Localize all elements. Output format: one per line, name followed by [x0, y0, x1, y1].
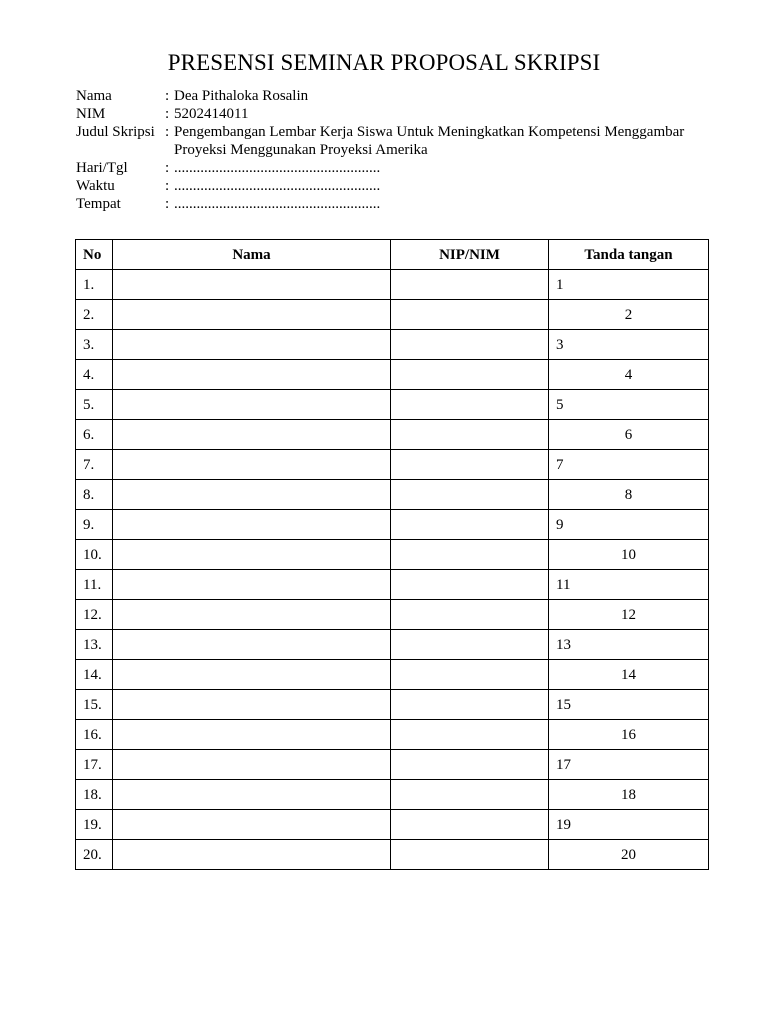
table-row — [76, 390, 709, 420]
row-nama-field[interactable] — [113, 270, 391, 300]
row-nama-field[interactable] — [113, 510, 391, 540]
row-nip-nim-field[interactable] — [391, 570, 549, 600]
info-row-nama — [76, 87, 716, 105]
row-signature-field[interactable] — [549, 420, 709, 450]
row-signature-field[interactable] — [549, 720, 709, 750]
row-nip-nim-field[interactable] — [391, 630, 549, 660]
row-number: 7. — [76, 450, 113, 480]
row-number: 19. — [76, 810, 113, 840]
row-signature-field[interactable] — [549, 690, 709, 720]
row-signature-field[interactable] — [549, 630, 709, 660]
table-row — [76, 510, 709, 540]
table-row — [76, 600, 709, 630]
row-number: 12. — [76, 600, 113, 630]
row-nip-nim-field[interactable] — [391, 690, 549, 720]
row-signature-field[interactable] — [549, 780, 709, 810]
info-value-nama: Dea Pithaloka Rosalin — [174, 88, 309, 104]
row-number: 13. — [76, 630, 113, 660]
row-number: 14. — [76, 660, 113, 690]
row-nip-nim-field[interactable] — [391, 780, 549, 810]
table-row — [76, 660, 709, 690]
row-number: 11. — [76, 570, 113, 600]
row-nama-field[interactable] — [113, 630, 391, 660]
header-nip-nim: NIP/NIM — [391, 240, 549, 270]
row-nip-nim-field[interactable] — [391, 660, 549, 690]
signature-number: 12 — [621, 606, 636, 623]
row-nip-nim-field[interactable] — [391, 270, 549, 300]
info-colon: : — [165, 178, 170, 194]
info-label: Judul Skripsi — [76, 124, 155, 140]
row-signature-field[interactable] — [549, 750, 709, 780]
row-signature-field[interactable] — [549, 510, 709, 540]
document-title: PRESENSI SEMINAR PROPOSAL SKRIPSI — [167, 50, 601, 75]
row-number: 1. — [76, 270, 113, 300]
signature-number: 3 — [556, 336, 564, 353]
info-value-nim: 5202414011 — [174, 106, 249, 122]
info-label: Waktu — [76, 178, 115, 194]
signature-number: 4 — [624, 366, 633, 383]
info-row-judul — [76, 123, 716, 159]
table-row — [76, 570, 709, 600]
row-signature-field[interactable] — [549, 390, 709, 420]
row-signature-field[interactable] — [549, 600, 709, 630]
row-nama-field[interactable] — [113, 690, 391, 720]
signature-number: 7 — [556, 456, 564, 473]
table-row — [76, 330, 709, 360]
row-number: 17. — [76, 750, 113, 780]
row-number: 18. — [76, 780, 113, 810]
row-number: 6. — [76, 420, 113, 450]
row-nama-field[interactable] — [113, 720, 391, 750]
signature-number: 18 — [621, 786, 636, 803]
info-value-hari: ....................................................... — [174, 160, 381, 176]
row-nip-nim-field[interactable] — [391, 810, 549, 840]
table-row — [76, 450, 709, 480]
row-nama-field[interactable] — [113, 330, 391, 360]
judul-line-1: Pengembangan Lembar Kerja Siswa Untuk Meningkatkan Kompetensi Menggambar — [174, 124, 685, 140]
row-nip-nim-field[interactable] — [391, 750, 549, 780]
row-nip-nim-field[interactable] — [391, 450, 549, 480]
row-signature-field[interactable] — [549, 540, 709, 570]
info-value-waktu: ....................................................... — [174, 178, 381, 194]
row-number: 3. — [76, 330, 113, 360]
signature-number: 11 — [556, 576, 571, 593]
row-number: 20. — [76, 840, 113, 870]
table-row — [76, 780, 709, 810]
signature-number: 17 — [556, 756, 571, 773]
header-no: No — [76, 240, 113, 270]
row-nama-field[interactable] — [113, 450, 391, 480]
info-colon: : — [165, 88, 170, 104]
info-row-waktu — [76, 177, 716, 195]
row-nama-field[interactable] — [113, 540, 391, 570]
table-row — [76, 840, 709, 870]
row-signature-field[interactable] — [549, 840, 709, 870]
table-row — [76, 750, 709, 780]
row-nama-field[interactable] — [113, 480, 391, 510]
info-row-tempat — [76, 195, 716, 213]
row-nip-nim-field[interactable] — [391, 390, 549, 420]
row-nip-nim-field[interactable] — [391, 330, 549, 360]
signature-number: 2 — [624, 306, 633, 323]
row-nip-nim-field[interactable] — [391, 420, 549, 450]
row-nip-nim-field[interactable] — [391, 840, 549, 870]
row-nip-nim-field[interactable] — [391, 540, 549, 570]
table-header-row — [76, 240, 709, 270]
row-signature-field[interactable] — [549, 360, 709, 390]
row-number: 5. — [76, 390, 113, 420]
table-row — [76, 480, 709, 510]
row-signature-field[interactable] — [549, 570, 709, 600]
signature-number: 6 — [624, 426, 633, 443]
signature-number: 19 — [556, 816, 571, 833]
row-signature-field[interactable] — [549, 450, 709, 480]
signature-number: 20 — [621, 846, 636, 863]
row-nip-nim-field[interactable] — [391, 360, 549, 390]
table-row — [76, 690, 709, 720]
row-number: 4. — [76, 360, 113, 390]
signature-number: 5 — [556, 396, 564, 413]
row-nip-nim-field[interactable] — [391, 600, 549, 630]
row-signature-field[interactable] — [549, 300, 709, 330]
table-row — [76, 720, 709, 750]
header-tanda-tangan: Tanda tangan — [549, 240, 709, 270]
attendance-table — [75, 239, 709, 870]
row-number: 16. — [76, 720, 113, 750]
signature-number: 10 — [621, 546, 636, 563]
table-row — [76, 420, 709, 450]
info-label: Nama — [76, 88, 112, 104]
row-signature-field[interactable] — [549, 810, 709, 840]
row-nama-field[interactable] — [113, 780, 391, 810]
info-colon: : — [165, 124, 170, 140]
judul-line-2: Proyeksi Menggunakan Proyeksi Amerika — [174, 142, 428, 158]
row-number: 2. — [76, 300, 113, 330]
table-row — [76, 300, 709, 330]
info-colon: : — [165, 106, 170, 122]
signature-number: 14 — [621, 666, 636, 683]
table-row — [76, 360, 709, 390]
row-signature-field[interactable] — [549, 330, 709, 360]
row-nama-field[interactable] — [113, 810, 391, 840]
signature-number: 15 — [556, 696, 571, 713]
row-number: 15. — [76, 690, 113, 720]
row-signature-field[interactable] — [549, 480, 709, 510]
row-nama-field[interactable] — [113, 750, 391, 780]
row-nip-nim-field[interactable] — [391, 720, 549, 750]
signature-number: 9 — [556, 516, 564, 533]
table-row — [76, 540, 709, 570]
signature-number: 1 — [556, 276, 564, 293]
info-value-tempat: ....................................................... — [174, 196, 381, 212]
row-signature-field[interactable] — [549, 660, 709, 690]
row-nama-field[interactable] — [113, 420, 391, 450]
row-nama-field[interactable] — [113, 360, 391, 390]
info-row-hari — [76, 159, 716, 177]
row-number: 9. — [76, 510, 113, 540]
row-nama-field[interactable] — [113, 600, 391, 630]
info-value-judul — [174, 123, 716, 159]
table-row — [76, 810, 709, 840]
row-number: 10. — [76, 540, 113, 570]
table-row — [76, 630, 709, 660]
info-colon: : — [165, 160, 170, 176]
row-signature-field[interactable] — [549, 270, 709, 300]
row-nip-nim-field[interactable] — [391, 480, 549, 510]
row-nama-field[interactable] — [113, 390, 391, 420]
row-nama-field[interactable] — [113, 570, 391, 600]
row-nip-nim-field[interactable] — [391, 510, 549, 540]
row-nama-field[interactable] — [113, 840, 391, 870]
info-block — [76, 87, 716, 213]
signature-number: 13 — [556, 636, 571, 653]
row-nip-nim-field[interactable] — [391, 300, 549, 330]
signature-number: 16 — [621, 726, 636, 743]
info-label: Tempat — [76, 196, 121, 212]
row-nama-field[interactable] — [113, 300, 391, 330]
info-colon: : — [165, 196, 170, 212]
row-number: 8. — [76, 480, 113, 510]
header-nama: Nama — [113, 240, 391, 270]
row-nama-field[interactable] — [113, 660, 391, 690]
table-row — [76, 270, 709, 300]
table-body — [76, 270, 709, 870]
signature-number: 8 — [624, 486, 633, 503]
info-label: NIM — [76, 106, 106, 122]
info-label: Hari/Tgl — [76, 160, 128, 176]
info-row-nim — [76, 105, 716, 123]
